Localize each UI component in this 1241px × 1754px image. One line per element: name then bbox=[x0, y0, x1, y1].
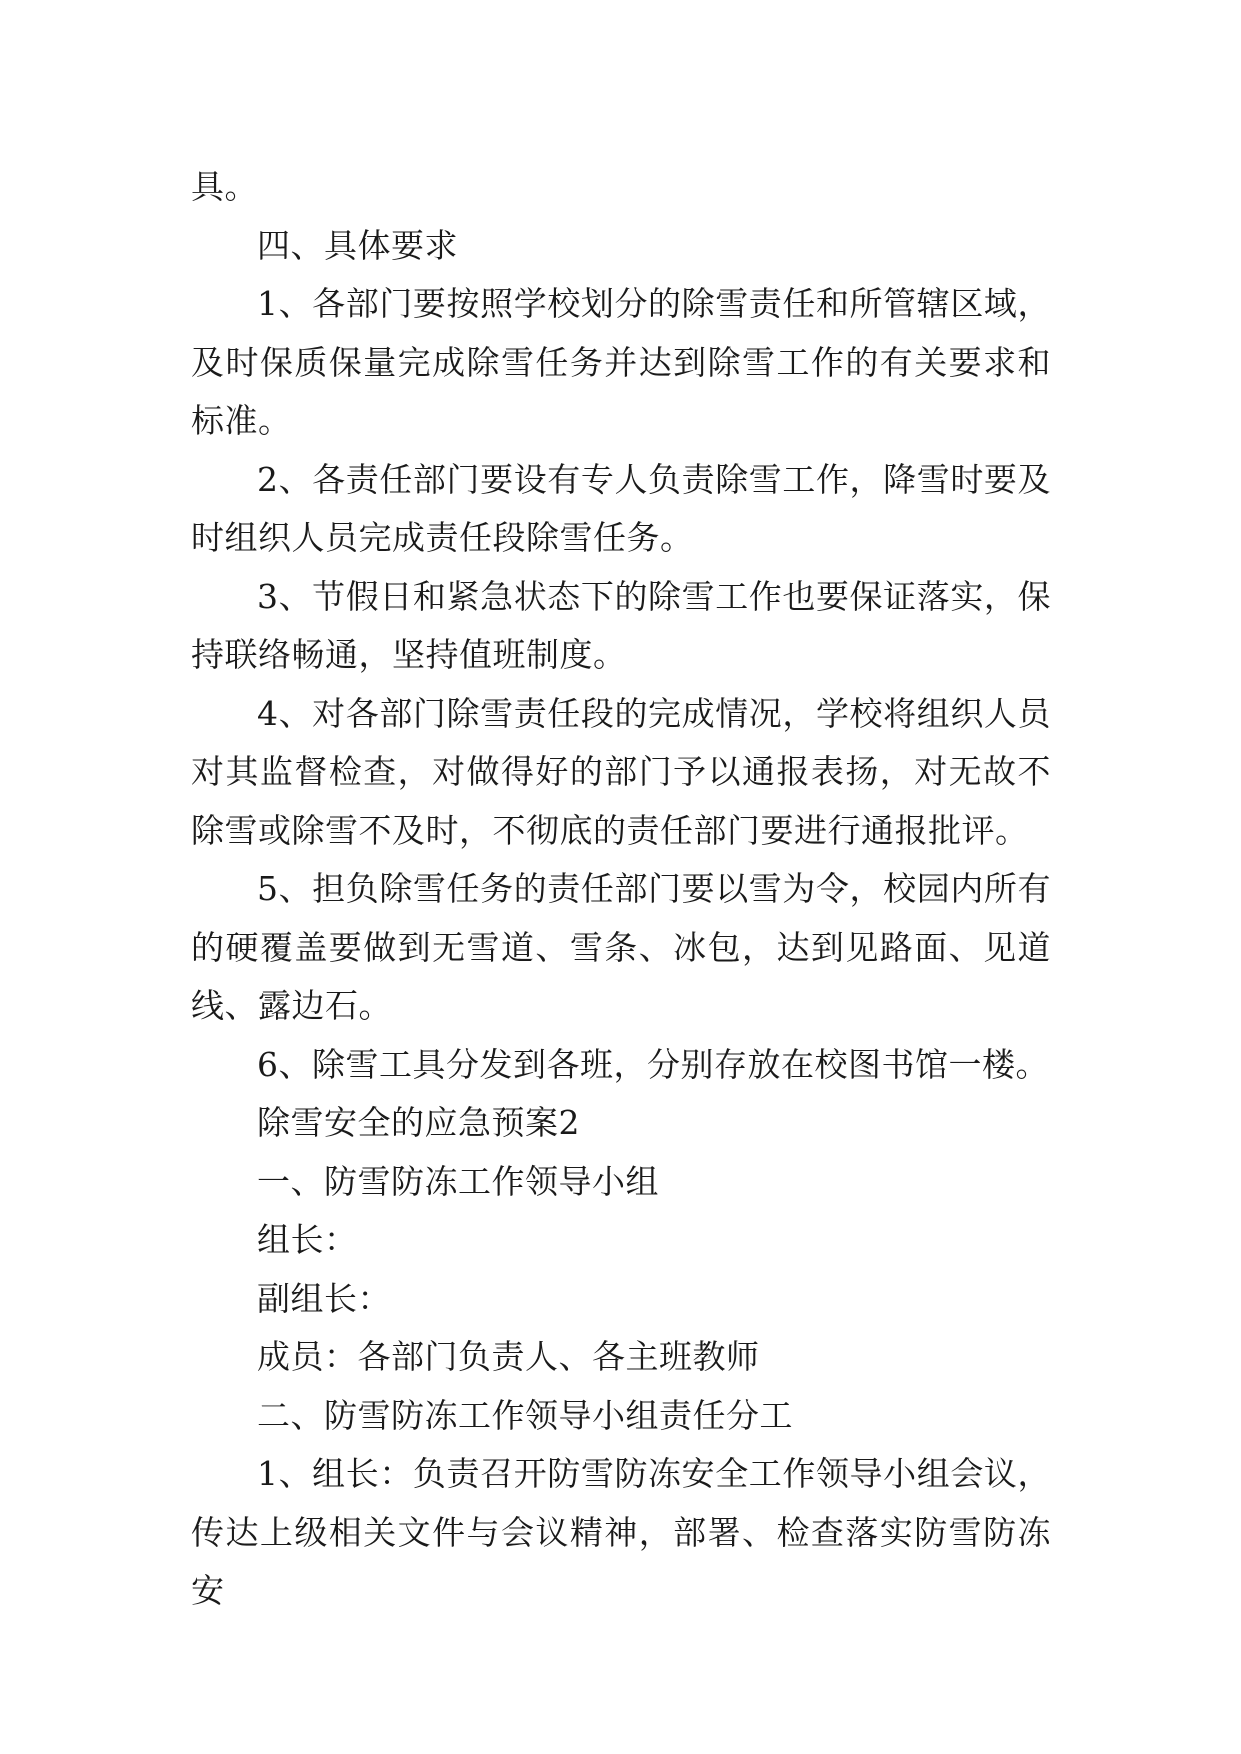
section-heading-requirements: 四、具体要求 bbox=[257, 225, 458, 265]
section-heading-responsibilities: 二、防雪防冻工作领导小组责任分工 bbox=[257, 1395, 793, 1435]
requirement-item-6: 6、除雪工具分发到各班，分别存放在校图书馆一楼。 bbox=[257, 1044, 1049, 1084]
section-heading-leadership-group: 一、防雪防冻工作领导小组 bbox=[257, 1161, 659, 1201]
plan-title: 除雪安全的应急预案2 bbox=[257, 1103, 580, 1142]
requirement-item-3: 3、节假日和紧急状态下的除雪工作也要保证落实，保持联络畅通，坚持值班制度。 bbox=[191, 576, 1051, 674]
requirement-item-2: 2、各责任部门要设有专人负责除雪工作，降雪时要及时组织人员完成责任段除雪任务。 bbox=[191, 459, 1051, 557]
requirement-item-4: 4、对各部门除雪责任段的完成情况，学校将组织人员对其监督检查，对做得好的部门予以通报表扬，对无故不除雪或除雪不及时，不彻底的责任部门要进行通报批评。 bbox=[191, 693, 1051, 850]
group-leader-line: 组长： bbox=[257, 1220, 358, 1259]
paragraph-continuation: 具。 bbox=[191, 167, 258, 206]
responsibility-item-1: 1、组长：负责召开防雪防冻安全工作领导小组会议，传达上级相关文件与会议精神，部署、检查落实防雪防冻安 bbox=[191, 1454, 1051, 1610]
members-line: 成员：各部门负责人、各主班教师 bbox=[257, 1337, 760, 1376]
deputy-leader-line: 副组长： bbox=[257, 1278, 391, 1318]
requirement-item-5: 5、担负除雪任务的责任部门要以雪为令，校园内所有的硬覆盖要做到无雪道、雪条、冰包，达到见路面、见道线、露边石。 bbox=[191, 869, 1051, 1025]
document-body bbox=[191, 158, 1051, 1621]
requirement-item-1: 1、各部门要按照学校划分的除雪责任和所管辖区域，及时保质保量完成除雪任务并达到除雪工作的有关要求和标准。 bbox=[191, 284, 1051, 440]
